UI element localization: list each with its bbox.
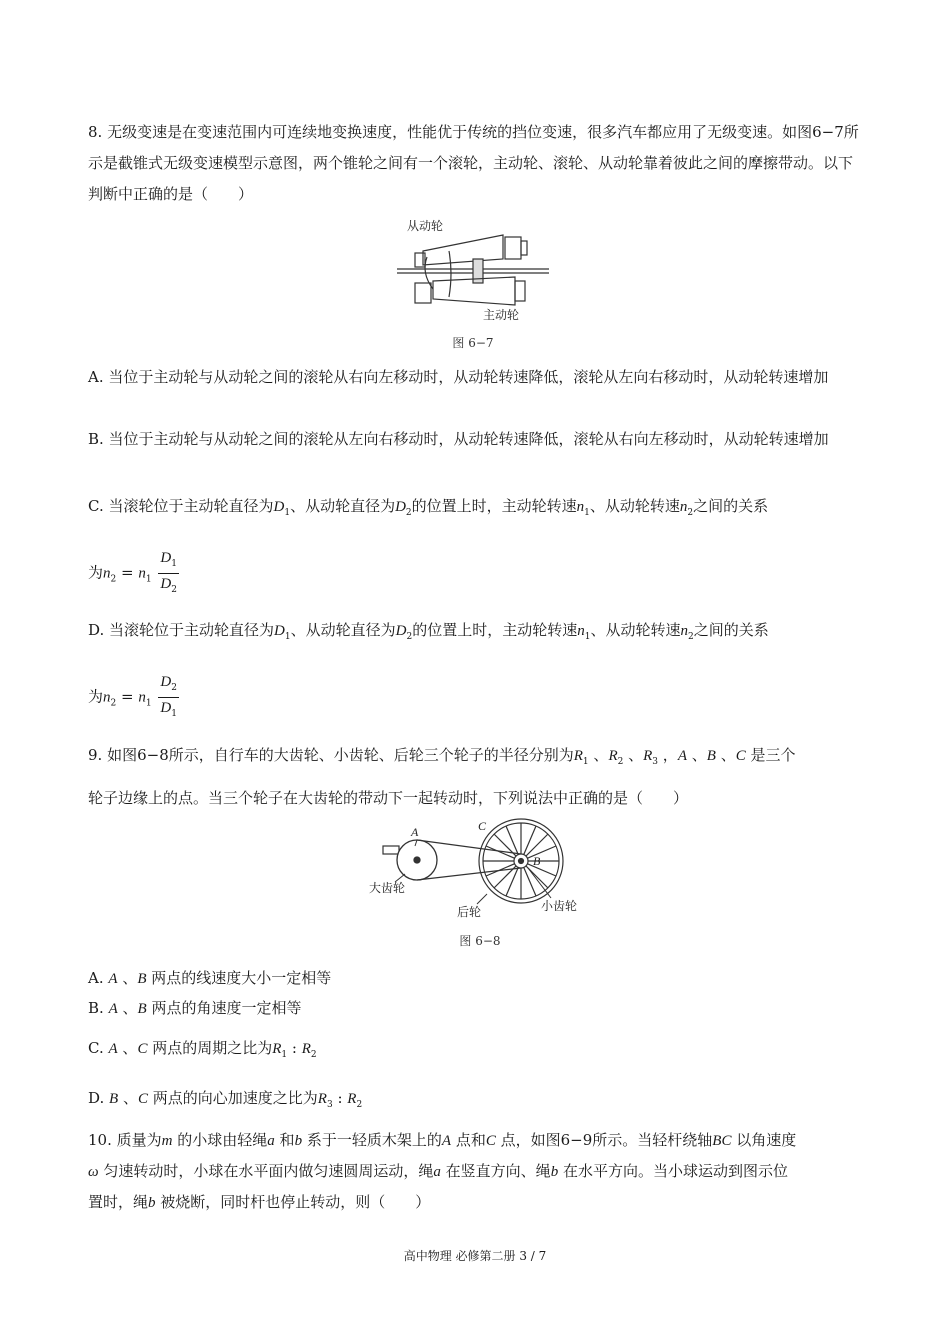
q8-option-c: C. 当滚轮位于主动轮直径为$D_1$、从动轮直径为$D_2$的位置上时，主动轮转速$n_1$、从动轮转速$n_2$之间的关系 xyxy=(88,497,769,518)
q9-stem-line2: 轮子边缘上的点。当三个轮子在大齿轮的带动下一起转动时，下列说法中正确的是（ ） xyxy=(88,789,689,807)
q9-option-c: C. A 、C 两点的周期之比为$R_1$ : $R_2$ xyxy=(88,1039,317,1060)
q8-stem: 8. 无级变速是在变速范围内可连续地变换速度，性能优于传统的挡位变速，很多汽车都应用了无级变速。如图6−7所示是截锥式无级变速模型示意图，两个锥轮之间有一个滚轮，主动轮、滚轮、从动轮靠着彼此之间的摩擦带动。以下判断中正确的是（ ） xyxy=(88,123,859,203)
fig-label-small-gear: 小齿轮 xyxy=(541,899,578,913)
q9-option-d: D. B 、C 两点的向心加速度之比为$R_3$ : $R_2$ xyxy=(88,1089,363,1110)
q8-option-a: A. 当位于主动轮与从动轮之间的滚轮从右向左移动时，从动轮转速降低，滚轮从左向右移动时，从动轮转速增加 xyxy=(88,368,829,386)
fig-6-7-caption: 图 6−7 xyxy=(452,336,494,350)
q10-stem-line3: 置时，绳b 被烧断，同时杆也停止转动，则（ ） xyxy=(88,1193,431,1211)
point-b-label: B xyxy=(533,854,541,868)
small-gear-icon xyxy=(514,854,528,868)
q8-option-d-formula: 为$n_2 = n_1$ $\frac{D_2}{D_1}$ xyxy=(88,674,177,719)
q8-option-d: D. 当滚轮位于主动轮直径为$D_1$、从动轮直径为$D_2$的位置上时，主动轮转速$n_1$、从动轮转速$n_2$之间的关系 xyxy=(88,621,769,642)
point-a-label: A xyxy=(411,825,419,839)
fig-6-8-caption: 图 6−8 xyxy=(459,934,501,948)
q9-option-a: A. A 、B 两点的线速度大小一定相等 xyxy=(88,969,332,987)
fig-label-big-gear: 大齿轮 xyxy=(369,881,406,895)
big-gear-icon xyxy=(397,840,437,880)
page-footer: 高中物理 必修第二册 3 / 7 xyxy=(403,1249,547,1263)
fig-label-driving: 主动轮 xyxy=(483,308,520,322)
fig-label-driven: 从动轮 xyxy=(407,219,444,233)
q10-stem-line2: ω 匀速转动时，小球在水平面内做匀速圆周运动，绳a 在竖直方向、绳b 在水平方向。当小球运动到图示位 xyxy=(88,1162,788,1180)
fig-label-rear-wheel: 后轮 xyxy=(457,905,482,919)
driven-cone-icon xyxy=(415,235,527,267)
q9-option-b: B. A 、B 两点的角速度一定相等 xyxy=(88,999,302,1017)
q10-stem-line1: 10. 质量为m 的小球由轻绳a 和b 系于一轻质木架上的A 点和C 点，如图6−9所示。当轻杆绕轴BC 以角速度 xyxy=(88,1131,797,1149)
q8-option-c-formula: 为$n_2 = n_1$ $\frac{D_1}{D_2}$ xyxy=(88,550,177,595)
figure-6-8 xyxy=(365,816,595,928)
figure-6-7 xyxy=(393,215,553,327)
point-c-label: C xyxy=(478,819,487,833)
q9-stem-line1: 9. 如图6−8所示，自行车的大齿轮、小齿轮、后轮三个轮子的半径分别为$R_1$ 、$R_2$ 、$R_3$ ，A 、B 、C 是三个 xyxy=(88,746,796,767)
q8-option-b: B. 当位于主动轮与从动轮之间的滚轮从左向右移动时，从动轮转速降低，滚轮从右向左移动时，从动轮转速增加 xyxy=(88,430,829,448)
